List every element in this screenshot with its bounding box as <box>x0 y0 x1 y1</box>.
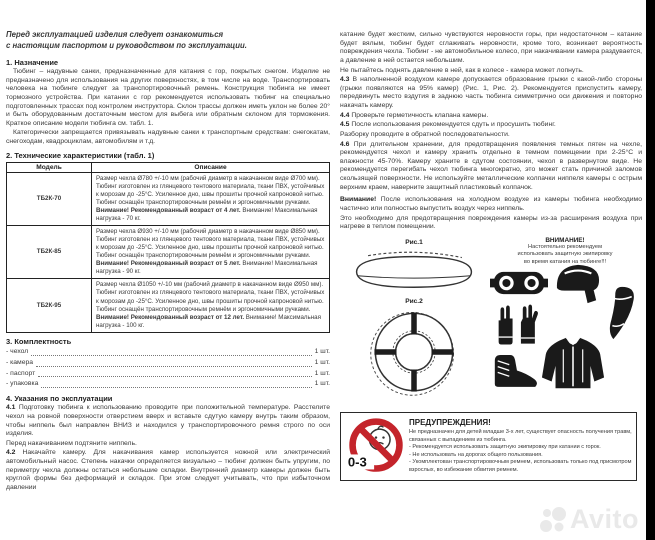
clause-text: Подготовку тюбинга к использованию проводите при положительной температуре. Расстелите чехол на ровной поверхности отверстием вверх и вставьте сдутую камеру внутрь таким образом, чтобы ниппель был направлен ВНИЗ и находился у транспортировочного ремня строго по оси изделия. <box>6 404 330 438</box>
desc-load-note: Внимание! Максимальная нагрузка - 100 кг. <box>96 313 321 329</box>
clause-text: В наполненной воздухом камере допускается образование грыжи с какой-либо стороны (грыжи появляются на 95% камер) (Рис. 1, Рис. 2). Рекомендуется приспустить камеру, передвинуть место вздутия в заднюю часть тюбинга симметрично оси движения и повторно накачать камеру. <box>340 76 642 109</box>
gloves-icon <box>494 303 546 347</box>
desc-age-warning: Внимание! Рекомендованный возраст от 5 лет. <box>96 260 241 268</box>
warnings-box <box>340 412 637 481</box>
clause-number: 4.4 <box>340 111 350 119</box>
goggles-icon <box>490 269 548 298</box>
figure2-label: Рис.2 <box>405 297 423 305</box>
column-header-description: Описание <box>92 162 330 172</box>
warning-line: - Не использовать на дорогах общего пользования. <box>409 451 543 458</box>
model-cell: ТБ2К-70 <box>7 172 92 225</box>
paragraph-4-4 <box>340 112 642 121</box>
tube-side-view-icon <box>340 247 488 293</box>
paragraph-4-5 <box>340 121 642 130</box>
description-cell <box>92 226 330 279</box>
kit-qty: 1 шт. <box>314 380 330 388</box>
equipment-column <box>488 237 642 405</box>
intro-line1: Перед эксплуатацией изделия следует ознакомиться <box>6 30 224 39</box>
clause-number: 4.6 <box>340 140 350 148</box>
paragraph-4-2 <box>6 449 330 492</box>
desc-text: Размер чехла Ø780 +/-10 мм (рабочий диаметр в накачанном виде Ø700 мм). Тюбинг изготовлен из глянцевого тентового материала, ткани ПВХ, устойчивых к морозам до -25°С. Усиленное дно, швы прошиты прочной капроновой нитью. Тюбинг оснащён транспортировочным ремнём и эргономичными ручками. <box>96 174 325 206</box>
desc-text: Размер чехла Ø930 +/-10 мм (рабочий диаметр в накачанном виде Ø850 мм). Тюбинг изготовлен из глянцевого тентового материала, ткани ПВХ, устойчивых к морозам до -25°С. Усиленное дно, швы прошиты прочной капроновой нитью. Тюбинг оснащён транспортировочным ремнём и эргономичными ручками. <box>96 228 325 260</box>
equipment-warning-line3: во время катания на тюбинге!!! <box>523 258 607 265</box>
list-item <box>6 379 330 390</box>
kit-label: - паспорт <box>6 369 36 377</box>
attention-label: Внимание! <box>340 196 377 204</box>
kit-qty: 1 шт. <box>314 369 330 377</box>
description-cell <box>92 279 330 332</box>
attention-text: После использования на холодном воздухе из камеры тюбинга необходимо частично или полностью выпустить воздух через ниппель. <box>340 196 642 212</box>
equipment-warning-line1: Настоятельно рекомендуем <box>527 243 602 250</box>
paragraph-continuation-2: Не пытайтесь поднять давление в ней, как в колесе - камера может лопнуть. <box>340 66 584 74</box>
paragraph-4-3 <box>340 76 642 111</box>
warning-line: - Рекомендуется использовать защитную экипировку при катании с горок. <box>409 444 601 451</box>
boot-icon <box>490 349 542 390</box>
desc-age-warning: Внимание! Рекомендованный возраст от 4 лет. <box>96 206 241 214</box>
kit-label: - упаковка <box>6 380 39 388</box>
list-item <box>6 369 330 380</box>
table-row <box>7 172 330 225</box>
kit-qty: 1 шт. <box>314 358 330 366</box>
figure-column <box>340 237 488 405</box>
desc-text: Размер чехла Ø1050 +/-10 мм (рабочий диаметр в накачанном виде Ø950 мм). Тюбинг изготовлен из глянцевого тентового материала, ткани ПВХ, устойчивых к морозам до -25°С. Усиленное дно, швы прошиты прочной капроновой нитью. Тюбинг оснащён транспортировочным ремнём и эргономичными ручками. <box>96 281 325 313</box>
paragraph-continuation: катание будет жестким, сильно чувствуются неровности горы, при недостаточном – катание будет вялым, тюбинг будет сглаживать неровности, кроме того, возникает вероятность повреждения чехла. Тюбинг - не автомобильное колесо, при накачивании камера раздувается, а давление в ней остается небольшим. <box>340 31 642 64</box>
list-item <box>6 358 330 369</box>
attention-paragraph <box>340 196 642 213</box>
section1-paragraph2: Категорически запрещается привязывать надувные санки к транспортным средствам: снегокатам, снегоходам, квадроциклам, автомобилям и т.д. <box>6 129 330 146</box>
model-cell: ТБ2К-85 <box>7 226 92 279</box>
clause-number: 4.2 <box>6 449 16 457</box>
clause-number: 4.1 <box>6 404 16 412</box>
right-column <box>340 31 642 481</box>
avito-logo-icon <box>538 505 570 535</box>
warning-line: Не предназначен для детей младше 3-х лет, существует опасность получения травм, связанных с выпадением из тюбинга. <box>409 429 632 443</box>
section1-title: 1. Назначение <box>6 58 59 68</box>
kit-label: - камера <box>6 358 34 366</box>
table-row <box>7 279 330 332</box>
paragraph-4-5b: Разборку проводите в обратной последовательности. <box>340 130 510 138</box>
photo-edge-strip <box>646 0 655 540</box>
section4-title: 4. Указания по эксплуатации <box>6 394 113 404</box>
intro-note <box>6 30 330 51</box>
knee-pad-icon <box>608 285 638 343</box>
clause-text: После использования рекомендуется сдуть и просушить тюбинг. <box>351 121 556 129</box>
model-cell: ТБ2К-95 <box>7 279 92 332</box>
spec-table-header-row <box>7 162 330 172</box>
dotted-leader <box>31 355 311 356</box>
intro-line2: с настоящим паспортом и руководством по эксплуатации. <box>6 40 247 50</box>
clause-number: 4.3 <box>340 76 350 84</box>
description-cell <box>92 172 330 225</box>
dotted-leader <box>36 366 312 367</box>
clause-number: 4.5 <box>340 121 350 129</box>
desc-age-warning: Внимание! Рекомендованный возраст от 12 лет. <box>96 313 245 321</box>
section3-title: 3. Комплектность <box>6 336 72 346</box>
kit-label: - чехол <box>6 347 29 355</box>
section1-paragraph1: Тюбинг – надувные санки, предназначенные для катания с гор, покрытых снегом. Изделие не предназначено для использования на других поверхностях, в том числе на воде. Транспортировать человека на тюбинге следует за транспортировочный ремень. Конструкция тюбинга не имеет тормозного устройства. При катании с гор рекомендуется использовать тюбинг на специально подготовленных трассах под контролем инструктора. Склон трассы должен иметь уклон не более 20° и быть оборудованным достаточным местом для выбега или обратным склоном для торможения. Краткое описание модели тюбинга см. табл. 1. <box>6 68 330 127</box>
column-header-model: Модель <box>7 162 92 172</box>
helmet-icon <box>552 261 604 305</box>
equipment-warning-title: ВНИМАНИЕ! <box>545 236 585 244</box>
desc-load-note: Внимание! Максимальная нагрузка - 90 кг. <box>96 260 318 276</box>
paragraph-4-6 <box>340 141 642 193</box>
sign-label: 0-3 <box>347 454 367 470</box>
left-column <box>6 30 330 494</box>
attention-paragraph-2: Это необходимо для предотвращения повреждения камеры из-за расширения воздуха при нагреве в теплом помещении. <box>340 214 642 231</box>
clause-text: Накачайте камеру. Для накачивания камер используется ножной или электрический автомобильный насос. Степень накачки определяется визуально – тюбинг должен быть упругим, по периметру чехла должны остаться небольшие складки. Внутренний диаметр камеры должен быть круглой формы без деформаций и складок. При этом следует учитывать, что при избыточном давлении <box>6 449 330 491</box>
paragraph-4-1 <box>6 404 330 439</box>
dotted-leader <box>38 376 311 377</box>
table-row <box>7 226 330 279</box>
no-children-0-3-icon <box>345 416 407 476</box>
jacket-icon <box>540 333 606 393</box>
section2-title: 2. Технические характеристики (табл. 1) <box>6 150 155 160</box>
figure1-label: Рис.1 <box>405 238 423 246</box>
dotted-leader <box>41 387 311 388</box>
warnings-text <box>409 418 636 474</box>
kit-list <box>6 347 330 391</box>
tube-top-view-icon <box>340 306 488 398</box>
avito-watermark-text: Avito <box>570 504 639 534</box>
clause-text: Проверьте герметичность клапана камеры. <box>351 111 489 119</box>
figures-section <box>340 237 642 405</box>
paragraph-4-1b: Перед накачиванием подтяните ниппель. <box>6 439 137 447</box>
kit-qty: 1 шт. <box>314 347 330 355</box>
clause-text: При длительном хранении, для предотвращения появления темных пятен на чехле, рекомендуется чехол и камеру хранить отдельно в темном помещении при 2-25°С и влажности 45-70%. Камеру храните в сдутом состоянии, чехол в развернутом виде. Не рекомендуется перегибать чехол тюбинга многократно, это может стать причиной заломов скользящей поверхности. Не используйте металлические колпачки ниппеля камеры с острым верхним краем, наверните защитный пластиковый колпачок. <box>340 140 642 191</box>
spec-table <box>6 162 330 333</box>
warning-line: - Укомплектован транспортировочным ремнем, использовать только под присмотром взрослых, во избежание обвития ремнем. <box>409 459 632 473</box>
desc-load-note: Внимание! Максимальная нагрузка - 70 кг. <box>96 206 318 222</box>
equipment-warning-line2: использовать защитную экипировку <box>517 251 613 258</box>
list-item <box>6 347 330 358</box>
avito-watermark <box>538 504 639 535</box>
warnings-title: ПРЕДУПРЕЖДЕНИЯ! <box>409 418 491 428</box>
